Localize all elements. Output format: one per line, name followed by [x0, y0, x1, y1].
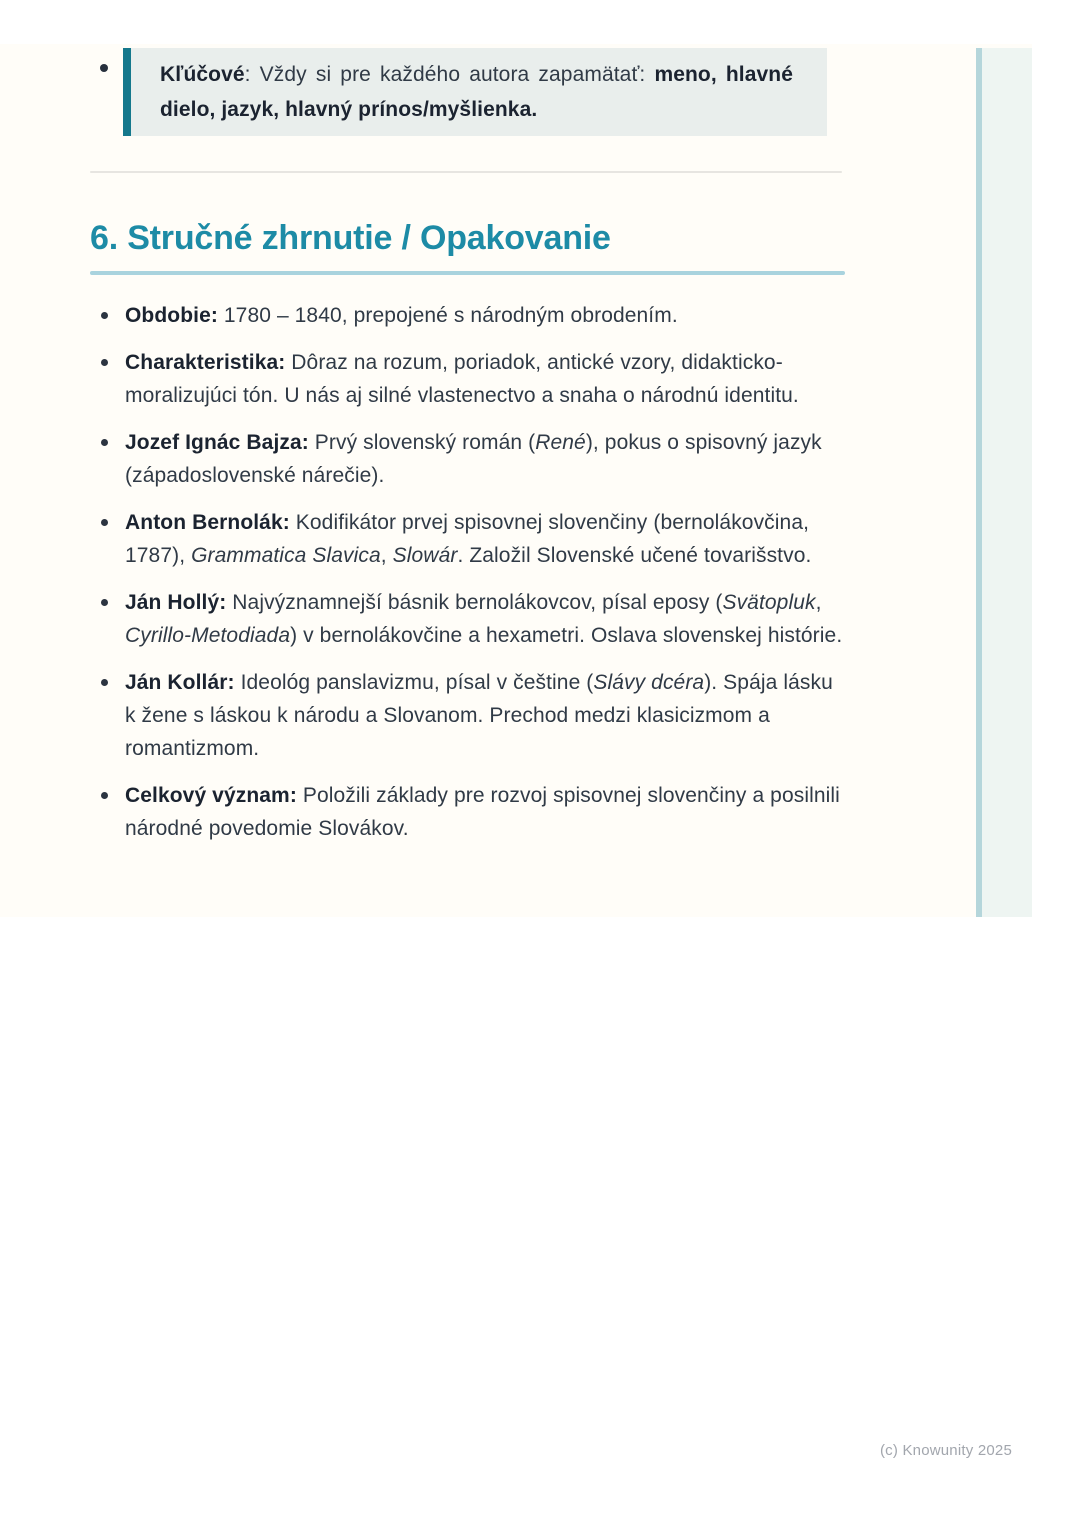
right-accent-band: [976, 48, 1032, 917]
section-divider: [90, 171, 842, 173]
list-item-charakteristika: Charakteristika: Dôraz na rozum, poriadok, antické vzory, didakticko-moralizujúci tón. U nás aj silné vlastenectvo a snaha o národnú identitu.: [90, 346, 845, 412]
callout: [90, 48, 845, 136]
copyright-footer: (c) Knowunity 2025: [879, 1442, 1012, 1459]
heading-underline: [90, 271, 845, 275]
bullet-dot: [100, 64, 108, 72]
callout-text: Kľúčové: Vždy si pre každého autora zapamätať: meno, hlavné dielo, jazyk, hlavný prínos/myšlienka.: [160, 63, 793, 121]
section-heading: 6. Stručné zhrnutie / Opakovanie: [90, 219, 611, 257]
note-content: [90, 48, 845, 859]
summary-list: [90, 299, 845, 845]
list-item-obdobie: Obdobie: 1780 – 1840, prepojené s národným obrodením.: [90, 299, 845, 332]
callout-box: [123, 48, 827, 136]
list-item-kollar: Ján Kollár: Ideológ panslavizmu, písal v češtine (Slávy dcéra). Spája lásku k žene s láskou k národu a Slovanom. Prechod medzi klasicizmom a romantizmom.: [90, 666, 845, 765]
list-item-celkovy-vyznam: Celkový význam: Položili základy pre rozvoj spisovnej slovenčiny a posilnili národné povedomie Slovákov.: [90, 779, 845, 845]
list-item-bajza: Jozef Ignác Bajza: Prvý slovenský román (René), pokus o spisovný jazyk (západoslovenské nárečie).: [90, 426, 845, 492]
list-item-holly: Ján Hollý: Najvýznamnejší básnik bernolákovcov, písal eposy (Svätopluk, Cyrillo-Metodiada) v bernolákovčine a hexametri. Oslava slovenskej histórie.: [90, 586, 845, 652]
list-item-bernolak: Anton Bernolák: Kodifikátor prvej spisovnej slovenčiny (bernolákovčina, 1787), Grammatica Slavica, Slowár. Založil Slovenské učené tovarišstvo.: [90, 506, 845, 572]
